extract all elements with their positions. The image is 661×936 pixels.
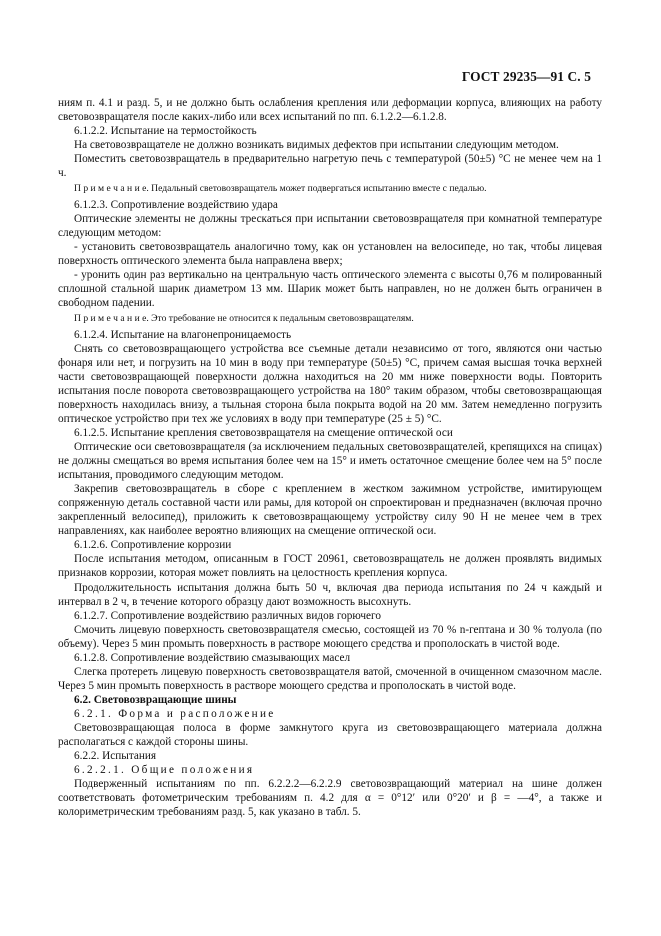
paragraph: Световозвращающая полоса в форме замкнутого круга из световозвращающего материала должна располагаться с каждой стороны шины.: [58, 721, 602, 749]
paragraph: Оптические оси световозвращателя (за исключением педальных световозвращателей, крепящихся на спицах) не должны смещаться во время испытания более чем на 15° и иметь остаточное смещение более чем на 5° после испытания, проводимого следующим методом.: [58, 441, 602, 482]
paragraph: На световозвращателе не должно возникать видимых дефектов при испытании следующим методом.: [74, 139, 559, 152]
paragraph: 6.1.2.4. Испытание на влагонепроницаемость: [74, 328, 292, 341]
paragraph: Закрепив световозвращатель в сборе с креплением в жестком зажимном устройстве, имитирующем сопряженную деталь составной части или рамы, для которой он спроектирован и предназначен (включая прочно закрепленный велосипед), приложить к световозвращающему устройству силу 90 Н не менее чем в трех направлениях, как наиболее вероятно влияющих на смещение оптической оси.: [58, 483, 602, 538]
document-body: [58, 96, 602, 819]
page-header: ГОСТ 29235—91 С. 5: [461, 69, 591, 84]
paragraph: 6.1.2.7. Сопротивление воздействию различных видов горючего: [74, 609, 382, 622]
paragraph: 6.1.2.5. Испытание крепления световозвращателя на смещение оптической оси: [74, 426, 453, 439]
paragraph: - установить световозвращатель аналогично тому, как он установлен на велосипеде, но так, чтобы лицевая поверхность оптического элемента была направлена вверх;: [58, 240, 602, 267]
note-paragraph: П р и м е ч а н и е. Педальный световозвращатель может подвергаться испытанию вместе с педалью.: [74, 183, 487, 195]
paragraph: Продолжительность испытания должна быть 50 ч, включая два периода испытания по 24 ч каждый и интервал в 2 ч, в течение которого образцу дают возможность высохнуть.: [58, 581, 602, 608]
paragraph: ниям п. 4.1 и разд. 5, и не должно быть ослабления крепления или деформации корпуса, влияющих на работу световозвращателя после каких-либо или всех испытаний по пп. 6.1.2.2—6.1.2.8.: [58, 97, 602, 124]
paragraph: 6.2.1. Форма и расположение: [74, 707, 276, 720]
note-paragraph: П р и м е ч а н и е. Это требование не относится к педальным световозвращателям.: [74, 313, 414, 325]
paragraph: 6.1.2.8. Сопротивление воздействию смазывающих масел: [74, 651, 351, 664]
paragraph: Поместить световозвращатель в предварительно нагретую печь с температурой (50±5) °С не менее чем на 1 ч.: [58, 153, 602, 180]
paragraph: - уронить один раз вертикально на центральную часть оптического элемента с высоты 0,76 м полированный сплошной стальной шарик диаметром 13 мм. Шарик может быть направлен, но не должен быть ограничен в свободном падении.: [58, 269, 602, 310]
paragraph: 6.1.2.2. Испытание на термостойкость: [74, 125, 257, 138]
paragraph: Слегка протереть лицевую поверхность световозвращателя ватой, смоченной в очищенном смазочном масле. Через 5 мин промыть поверхность в растворе моющего средства и прополоскать в чистой воде.: [58, 665, 602, 692]
paragraph: Подверженный испытаниям по пп. 6.2.2.2—6.2.2.9 световозвращающий материал на шине должен соответствовать фотометрическим требованиям п. 4.2 для α = 0°12′ или 0°20′ и β = —4°, а также и колориметрическим требованиям разд. 5, как указано в табл. 5.: [58, 778, 602, 819]
paragraph: 6.2. Световозвращающие шины: [74, 693, 237, 706]
paragraph: Оптические элементы не должны трескаться при испытании световозвращателя при комнатной температуре следующим методом:: [58, 212, 602, 239]
paragraph: 6.2.2. Испытания: [74, 750, 157, 763]
paragraph: После испытания методом, описанным в ГОСТ 20961, световозвращатель не должен проявлять видимых признаков коррозии, которая может повлиять на целостность крепления корпуса.: [58, 553, 602, 580]
paragraph: 6.1.2.3. Сопротивление воздействию удара: [74, 198, 278, 211]
paragraph: 6.2.2.1. Общие положения: [74, 764, 255, 777]
paragraph: 6.1.2.6. Сопротивление коррозии: [74, 539, 232, 552]
paragraph: Смочить лицевую поверхность световозвращателя смесью, состоящей из 70 % n-гептана и 30 % толуола (по объему). Через 5 мин промыть поверхность в растворе моющего средства и прополоскать в чистой воде.: [58, 623, 602, 650]
paragraph: Снять со световозвращающего устройства все съемные детали независимо от того, являются они частью фонаря или нет, и погрузить на 10 мин в воду при температуре (50±5) °С, причем самая высшая точка верхней части световозвращающей поверхности должна находиться на 20 мм ниже поверхности воды. Повторить испытания после поворота световозвращающего устройства на 180° таким образом, чтобы световозвращающая поверхность находилась внизу, а тыльная сторона была покрыта водой на 20 мм. Затем немедленно погрузить оптическое устройство при тех же условиях в воду при температуре (25 ± 5) °С.: [58, 342, 602, 425]
